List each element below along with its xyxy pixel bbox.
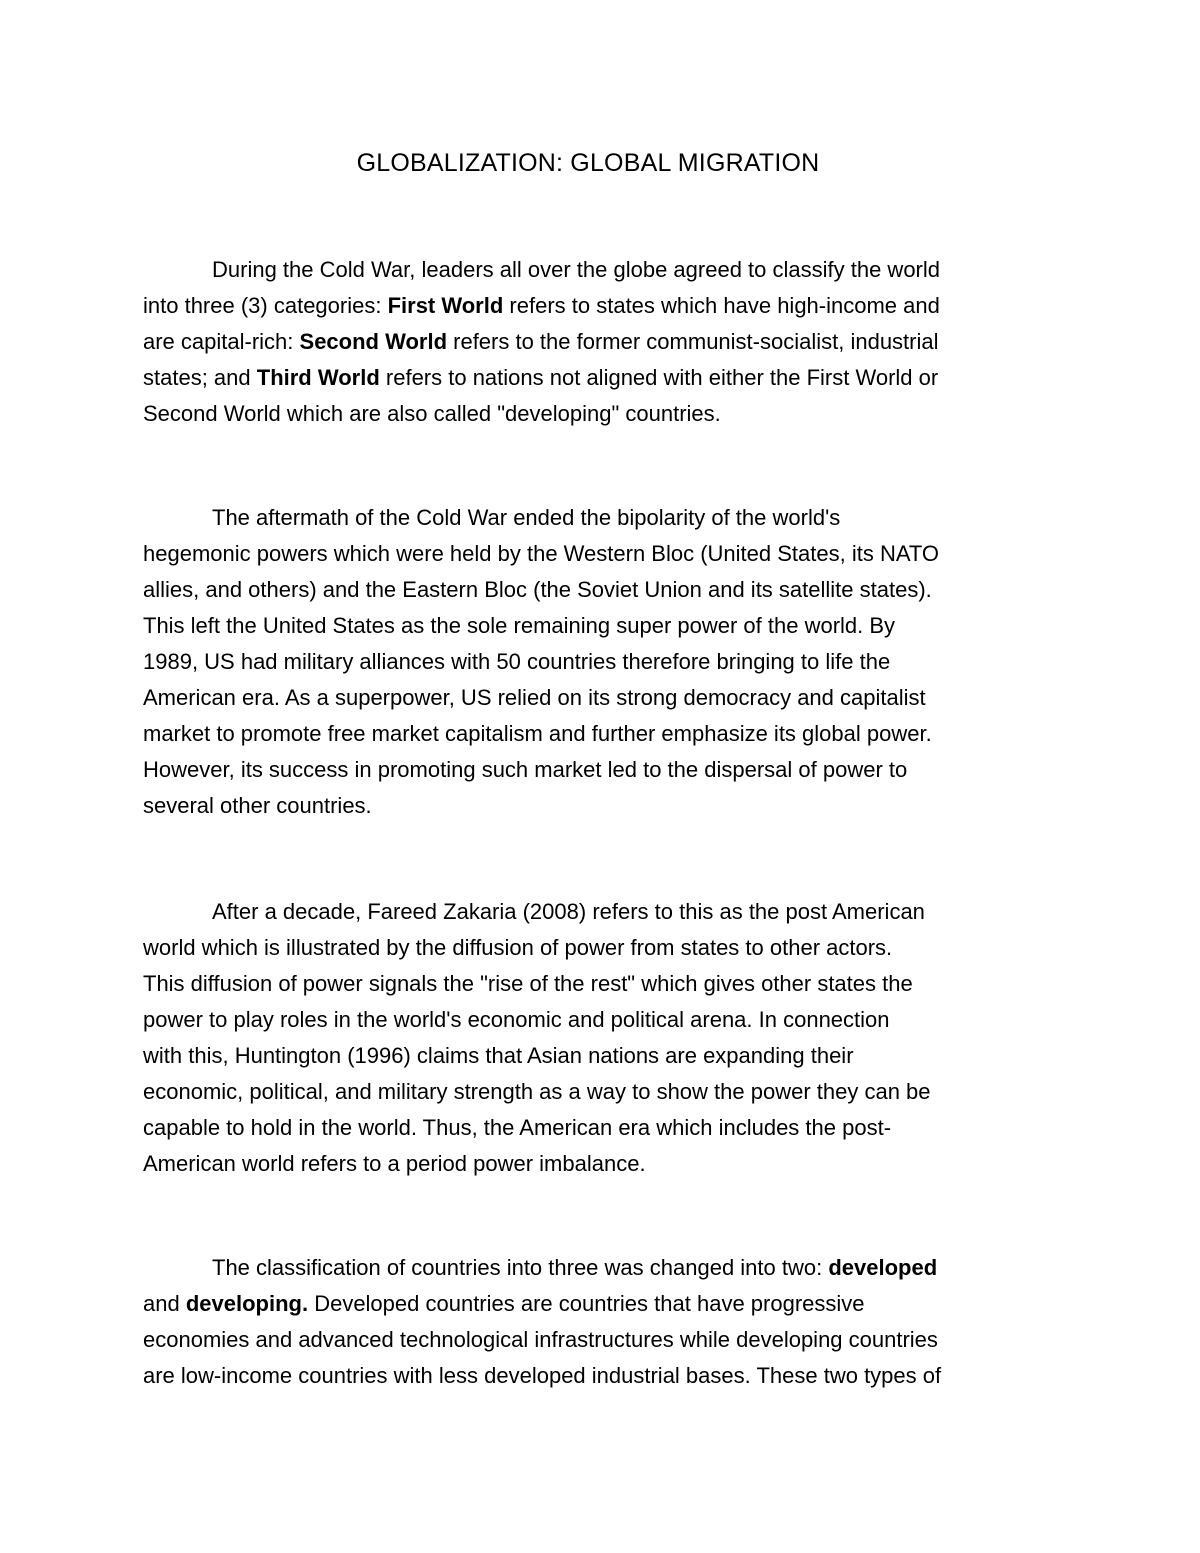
text-line: During the Cold War, leaders all over the globe agreed to classify the world [212,257,941,282]
text-line: are low-income countries with less developed industrial bases. These two types of [143,1363,942,1388]
paragraph-post-american-world [143,894,1063,1182]
text-line: allies, and others) and the Eastern Bloc (the Soviet Union and its satellite states). [143,577,932,602]
text-line: This diffusion of power signals the "rise of the rest" which gives other states the [143,971,913,996]
text-line: The classification of countries into three was changed into two: developed [212,1255,938,1280]
text-line: American world refers to a period power imbalance. [143,1151,646,1176]
text-line: However, its success in promoting such market led to the dispersal of power to [143,757,908,782]
text-line: power to play roles in the world's economic and political arena. In connection [143,1007,890,1032]
paragraph-developed-developing [143,1250,1063,1394]
text-line: This left the United States as the sole remaining super power of the world. By [143,613,896,638]
bold-term: Third World [256,365,380,390]
text-line: After a decade, Fareed Zakaria (2008) refers to this as the post American [212,899,925,924]
text-line: hegemonic powers which were held by the Western Bloc (United States, its NATO [143,541,940,566]
text-line: states; and Third World refers to nations not aligned with either the First World or [143,365,939,390]
text-line: economies and advanced technological infrastructures while developing countries [143,1327,938,1352]
paragraph-cold-war-aftermath [143,500,1063,824]
text-line: market to promote free market capitalism and further emphasize its global power. [143,721,932,746]
text-line: Second World which are also called "developing" countries. [143,401,721,426]
text-line: The aftermath of the Cold War ended the bipolarity of the world's [212,505,841,530]
text-line: capable to hold in the world. Thus, the American era which includes the post- [143,1115,892,1140]
text-line: are capital-rich: Second World refers to the former communist-socialist, industrial [143,329,939,354]
text-line: world which is illustrated by the diffusion of power from states to other actors. [143,935,893,960]
bold-term: First World [387,293,504,318]
bold-term: developing. [185,1291,309,1316]
text-line: and developing. Developed countries are countries that have progressive [143,1291,865,1316]
bold-term: Second World [299,329,448,354]
text-line: 1989, US had military alliances with 50 countries therefore bringing to life the [143,649,891,674]
document-title: GLOBALIZATION: GLOBAL MIGRATION [356,149,820,177]
paragraph-cold-war-classification [143,252,1063,432]
text-line: several other countries. [143,793,372,818]
bold-term: developed [828,1255,938,1280]
text-line: into three (3) categories: First World refers to states which have high-income and [143,293,940,318]
text-line: with this, Huntington (1996) claims that Asian nations are expanding their [143,1043,854,1068]
text-line: economic, political, and military strength as a way to show the power they can be [143,1079,931,1104]
text-line: American era. As a superpower, US relied on its strong democracy and capitalist [143,685,926,710]
